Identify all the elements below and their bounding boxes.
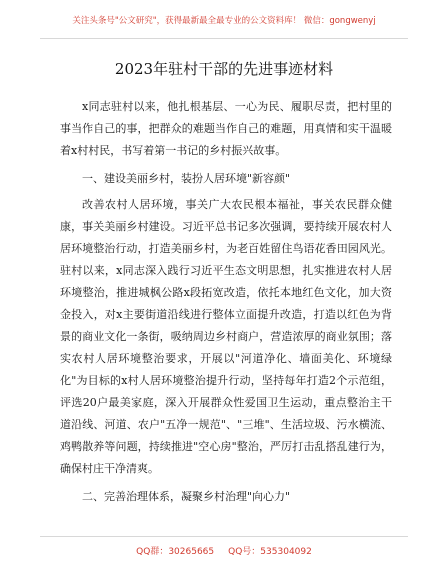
section-heading-2: 二、完善治理体系，凝聚乡村治理"向心力"	[82, 490, 291, 503]
footer	[0, 544, 448, 557]
header-divider	[40, 38, 408, 39]
footer-qq-group: QQ群：30265665	[136, 547, 215, 557]
paragraph-section-1: 改善农村人居环境，事关广大农民根本福祉，事关农民群众健康，事关美丽乡村建设。习近平总书记多次强调，要持续开展农村人居环境整治行动，打造美丽乡村，为老百姓留住鸟语花香田园风光。驻村以来，x同志深入践行习近平生态文明思想，扎实推进农村人居环境整治，推进城枫公路x段拓宽改造，依托本地红色文化，加大资金投入，对x主要街道沿线进行整体立面提升改造，打造以红色为背景的商业文化一条街，吸纳周边乡村商户，营造浓厚的商业氛围；落实农村人居环境整治要求，开展以"河道净化、墙面美化、环境绿化"为目标的x村人居环境整治提升行动，坚持每年打造2个示范组，评选20户最美家庭，深入开展群众性爱国卫生运动，重点整治主干道沿线、河道、农户"五净一规范"、"三堆"、生活垃圾、污水横流、鸡鸭散养等问题，持续推进"空心房"整治，严厉打击乱搭乱建行为，确保村庄干净清爽。	[60, 198, 392, 475]
paragraph-intro: x同志驻村以来，他扎根基层、一心为民、履职尽责，把村里的事当作自己的事，把群众的难题当作自己的难题，用真情和实干温暖着x村村民，书写着第一书记的乡村振兴故事。	[60, 100, 392, 157]
document-body	[60, 96, 392, 512]
section-heading-1: 一、建设美丽乡村，装扮人居环境"新容颜"	[82, 172, 291, 185]
footer-divider	[40, 536, 408, 537]
footer-qq: QQ号：535304092	[228, 547, 312, 557]
document-title: 2023年驻村干部的先进事迹材料	[114, 60, 334, 78]
top-banner: 关注头条号"公文研究"，获得最新最全最专业的公文资料库！ 微信：gongwenyj	[72, 16, 376, 26]
